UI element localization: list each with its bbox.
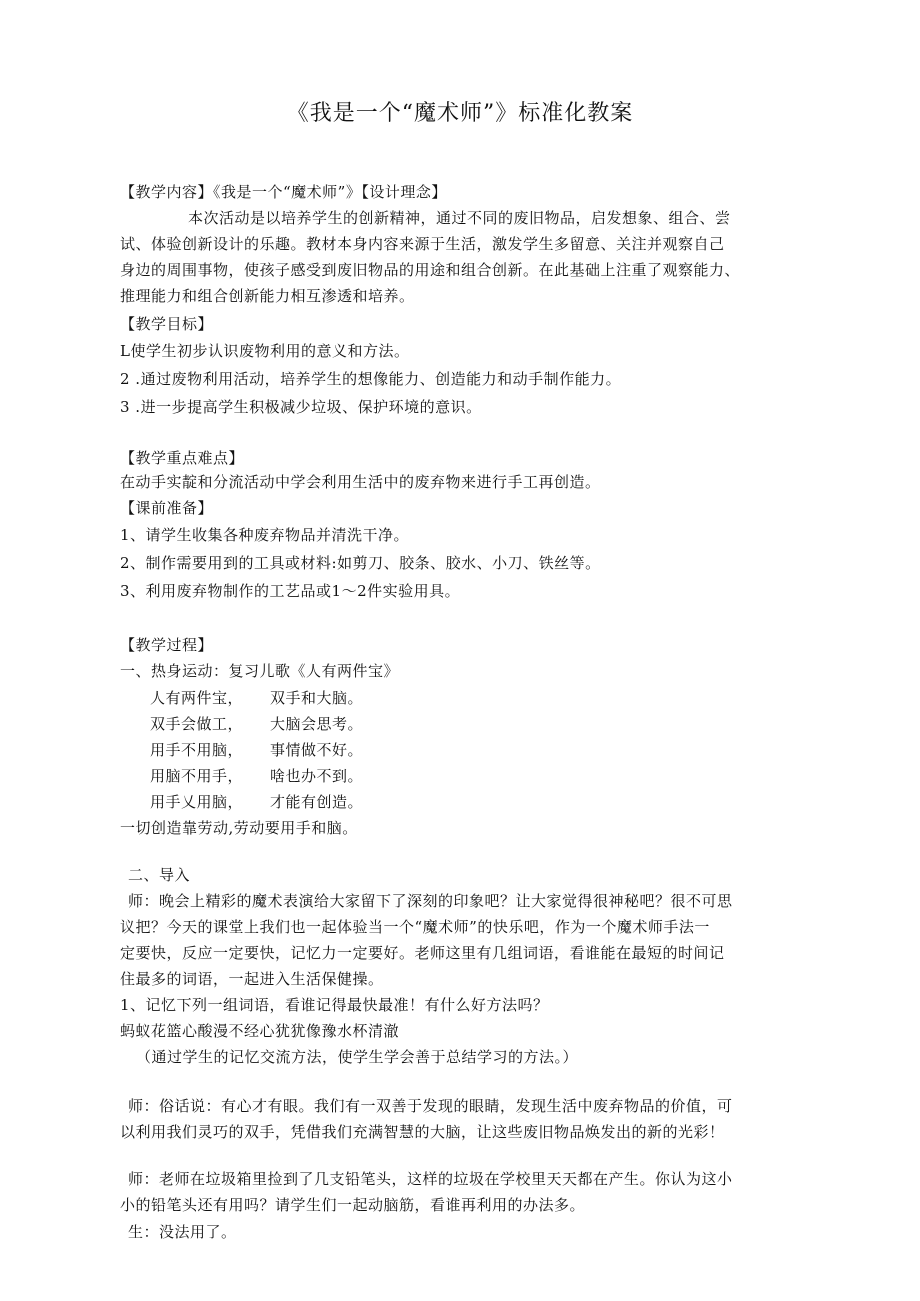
lead-line: 住最多的词语，一起进入生活保健操。 [120,970,384,988]
pencil-line: 师：老师在垃圾箱里捡到了几支铅笔头，这样的垃圾在学校里天天都在产生。你认为这小 [128,1170,733,1188]
goal-item: L使学生初步认识废物利用的意义和方法。 [120,342,410,360]
poem-end: 一切创造靠劳动,劳动要用手和脑。 [120,819,358,837]
saying-line: 以利用我们灵巧的双手，凭借我们充满智慧的大脑，让这些废旧物品焕发出的新的光彩！ [120,1123,725,1141]
lead-line: 议把？今天的课堂上我们也一起体验当一个“魔术师”的快乐吧，作为一个魔术师手法一 [120,918,710,936]
lead-line: 师：晚会上精彩的魔术表演给大家留下了深刻的印象吧？让大家觉得很神秘吧？很不可思 [128,892,733,910]
prep-item: 1、请学生收集各种废弃物品并清洗干净。 [120,526,410,544]
goal-item: 3 .进一步提高学生积极减少垃圾、保护环境的意识。 [120,398,482,416]
process-heading: 【教学过程】 [120,636,214,654]
intro-line: 本次活动是以培养学生的创新精神，通过不同的废旧物品，启发想象、组合、尝 [188,209,731,227]
prep-heading: 【课前准备】 [120,499,214,517]
warmup-title: 一、热身运动：复习儿歌《人有两件宝》 [120,662,400,680]
student-reply: 生：没法用了。 [128,1223,237,1241]
goals-heading: 【教学目标】 [120,315,214,333]
poem-line: 人有两件宝， 双手和大脑。 [150,689,364,707]
memory-words: 蚂蚁花篮心酸漫不经心犹犹像豫水杯清澈 [120,1022,400,1040]
poem-line: 双手会做工， 大脑会思考。 [150,715,364,733]
prep-item: 3、利用废弃物制作的工艺品或1～2件实验用具。 [120,582,461,600]
document-title: 《我是一个“魔术师”》标准化教案 [286,101,634,126]
memory-note: （通过学生的记忆交流方法，使学生学会善于总结学习的方法。） [136,1048,579,1066]
key-heading: 【教学重点难点】 [120,449,245,467]
poem-line: 用脑不用手， 啥也办不到。 [150,767,364,785]
goal-item: 2 .通过废物利用活动，培养学生的想像能力、创造能力和动手制作能力。 [120,370,622,388]
intro-line: 试、体验创新设计的乐趣。教材本身内容来源于生活，激发学生多留意、关注并观察自己 [120,235,725,253]
lead-title: 二、导入 [128,866,191,884]
key-text: 在动手实靛和分流活动中学会利用生活中的废弃物来进行手工再创造。 [120,473,601,491]
intro-line: 身边的周围事物，使孩子感受到废旧物品的用途和组合创新。在此基础上注重了观察能力、 [120,261,741,279]
intro-line: 推理能力和组合创新能力相互渗透和培养。 [120,287,415,305]
prep-item: 2、制作需要用到的工具或材料:如剪刀、胶条、胶水、小刀、铁丝等。 [120,554,601,572]
lead-line: 定要快，反应一定要快，记忆力一定要好。老师这里有几组词语，看谁能在最短的时间记 [120,944,725,962]
poem-line: 用手不用脑， 事情做不好。 [150,741,364,759]
content-header: 【教学内容】《我是一个“魔术师”》【设计理念】 [120,183,447,201]
poem-line: 用手乂用脑， 才能有创造。 [150,793,364,811]
pencil-line: 小的铅笔头还有用吗？请学生们一起动脑筋，看谁再利用的办法多。 [120,1196,586,1214]
memory-question: 1、记忆下列一组词语，看谁记得最快最准！有什么好方法吗？ [120,996,549,1014]
saying-line: 师：俗话说：有心才有眼。我们有一双善于发现的眼睛，发现生活中废弃物品的价值，可 [128,1097,733,1115]
